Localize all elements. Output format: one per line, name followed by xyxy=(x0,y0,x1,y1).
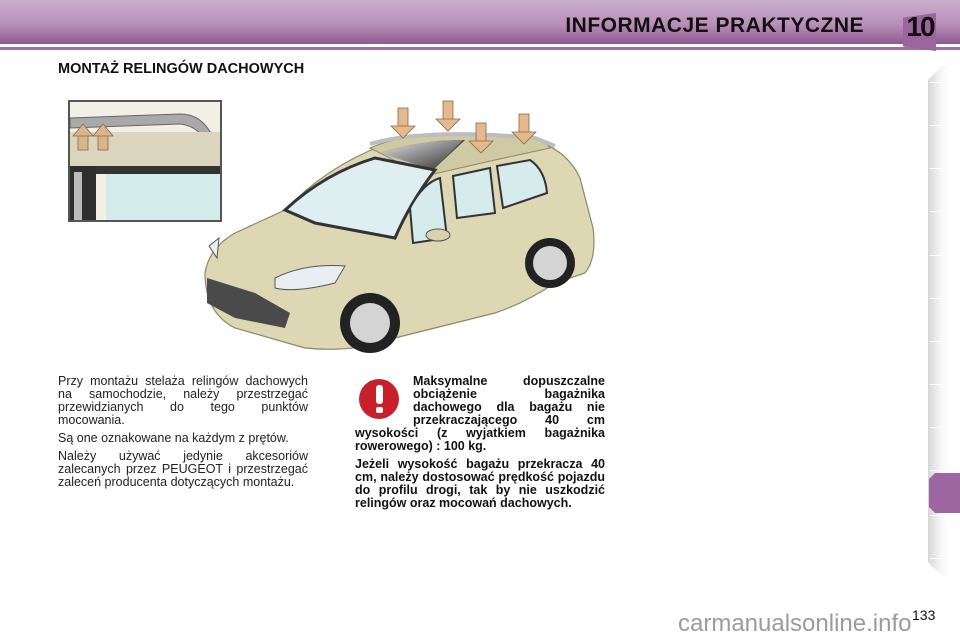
chapter-10-tab[interactable] xyxy=(929,473,960,513)
warning-paragraph: Jeżeli wysokość bagażu przekracza 40 cm, należy dostosować prędkość pojazdu do profilu drogi, tak by nie uszkodzić relingów oraz mocowań dachowych. xyxy=(355,457,605,510)
rail-tick xyxy=(930,82,944,83)
rail-tick xyxy=(930,558,944,559)
rail-tick xyxy=(930,255,944,256)
rail-tick xyxy=(930,211,944,212)
rail-tick xyxy=(930,168,944,169)
rail-tick xyxy=(930,384,944,385)
rail-tick xyxy=(930,125,944,126)
instruction-paragraph: Należy używać jedynie akcesoriów zalecanych przez PEUGEOT i przestrzegać zaleceń producenta dotyczących montażu. xyxy=(58,449,308,489)
header-underline xyxy=(0,47,960,50)
rail-tick xyxy=(930,470,944,471)
section-title: MONTAŻ RELINGÓW DACHOWYCH xyxy=(58,61,305,77)
watermark: carmanualsonline.info xyxy=(678,610,912,637)
exclamation-warning-icon xyxy=(359,379,399,419)
instruction-paragraph: Przy montażu stelaża relingów dachowych na samochodzie, należy przestrzegać przewidzianych do tego punktów mocowania. xyxy=(58,374,308,427)
page-number: 133 xyxy=(912,607,936,623)
car-roof-rails-illustration xyxy=(195,98,600,360)
instruction-paragraph: Są one oznakowane na każdym z prętów. xyxy=(58,431,289,445)
chapter-title: INFORMACJE PRAKTYCZNE xyxy=(565,14,864,37)
load-warning-box xyxy=(355,375,605,515)
rail-tick xyxy=(930,298,944,299)
rail-tick xyxy=(930,427,944,428)
rail-tick xyxy=(930,341,944,342)
mounting-arrow-icon xyxy=(391,108,415,138)
mounting-arrow-icon xyxy=(436,101,460,131)
warning-paragraph: Maksymalne dopuszczalne obciążenie bagażnika dachowego dla bagażu nie przekraczającego 40 cm wysokości (z wyjatkiem bagażnika rowerowego) : 100 kg. xyxy=(355,374,605,453)
mounting-instructions xyxy=(58,375,308,494)
rail-tick xyxy=(930,515,944,516)
chapter-number: 10 xyxy=(906,11,934,42)
